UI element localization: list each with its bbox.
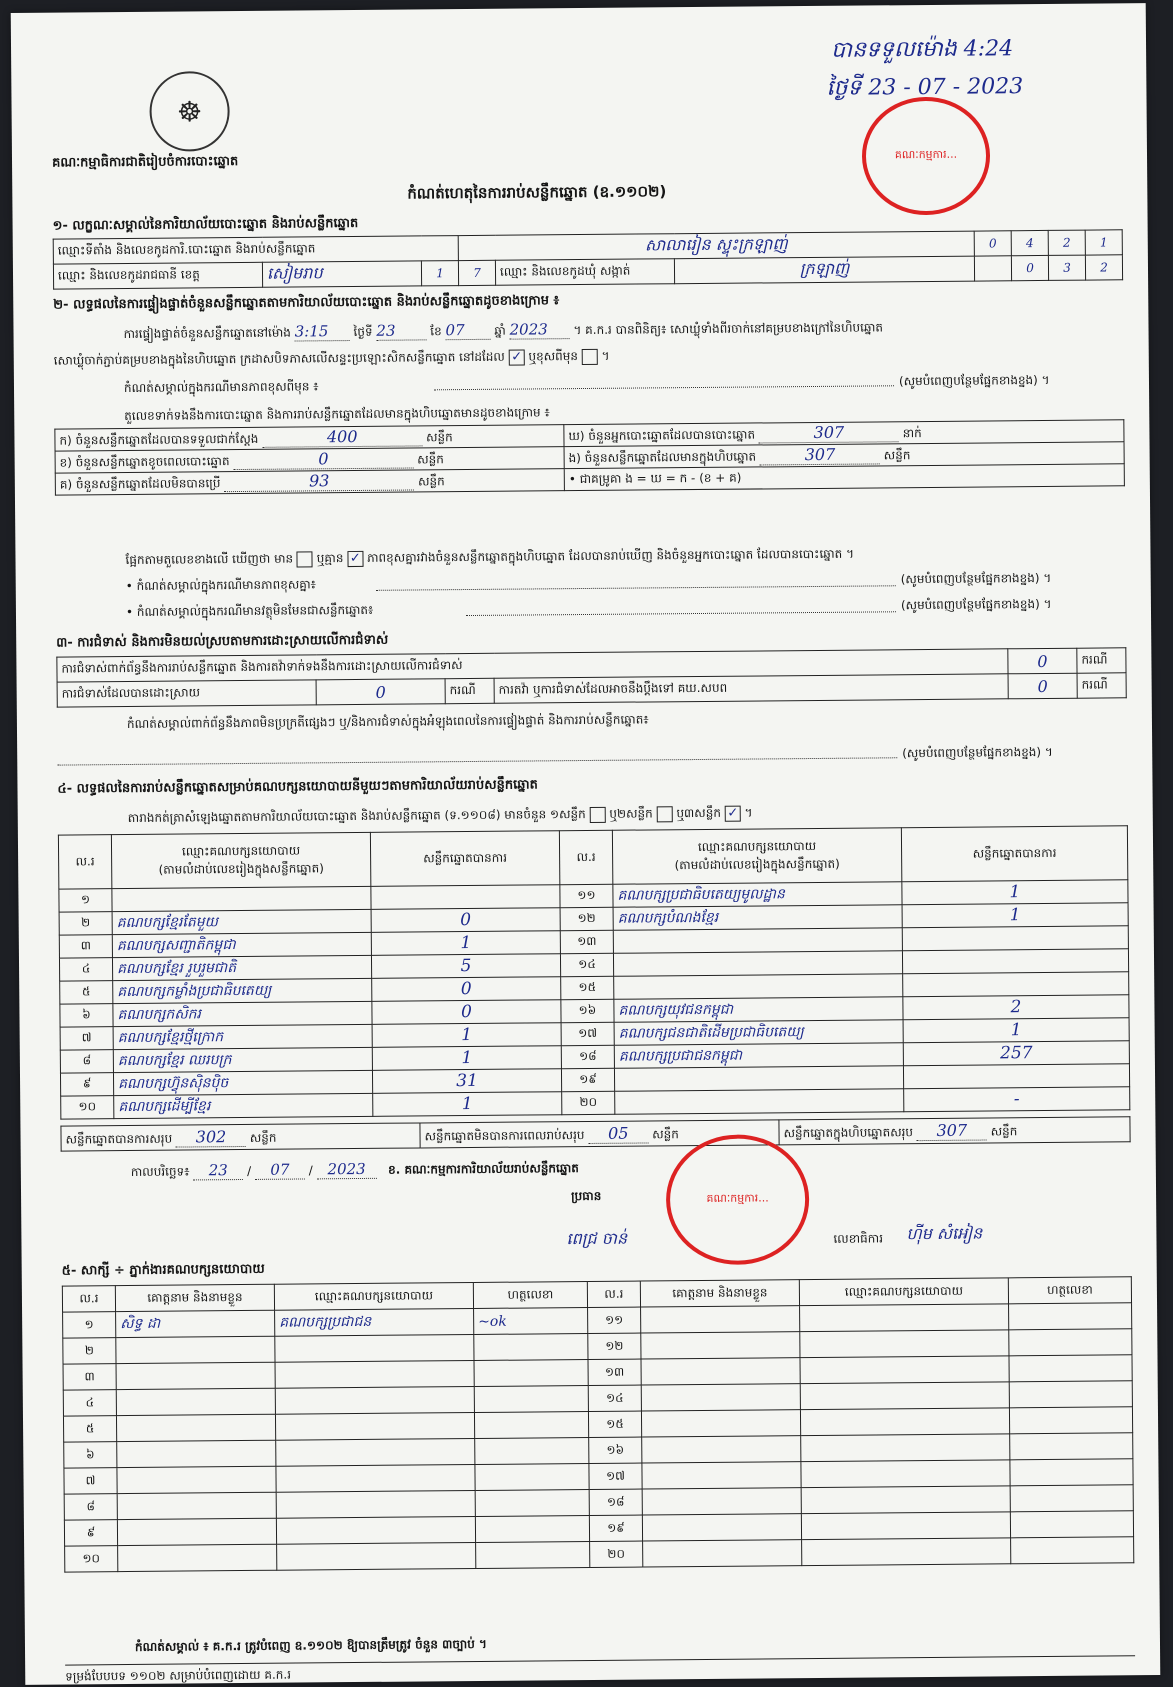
footer-text: ទម្រង់បែបបទ ១១០២ សម្រាប់បំពេញដោយ គ.ក.រ [65,1667,292,1684]
on-behalf-label: ខ. គណៈកម្មការការិយាល័យរាប់សន្លឹកឆ្នោត [387,1161,579,1177]
witness-signature[interactable] [1010,1433,1133,1460]
row-number: ៩ [60,1073,113,1096]
formula: • ជាគម្រូគា ង = ឃ = ក - (ខ + គ) [564,464,1124,491]
witness-name [118,1544,277,1571]
form-sheet [11,3,1161,1685]
row-number: ៧ [64,1468,117,1494]
section4-heading: ៤- លទ្ធផលនៃការរាប់សន្លឹកឆ្នោតសម្រាប់គណបក្សនយោបាយនីមួយៗតាមការិយាល័យរាប់សន្លឹកឆ្នោត [57,777,538,797]
crest-icon: ☸ [149,71,230,152]
witness-signature[interactable] [1009,1381,1132,1408]
vote-count: 0 [371,908,560,933]
party-name [112,886,371,911]
vote-totals-row [60,1116,1130,1151]
vote-count: 1 [372,1023,561,1048]
party-name [613,951,902,977]
verification-month: 07 [445,321,490,340]
witness-party [277,1542,476,1570]
witness-party[interactable] [800,1304,1009,1332]
secretary-name: ហ៊ីម សំអៀន [906,1223,983,1244]
case-unit: ករណី [1077,648,1126,673]
row-number: ១៣ [560,930,613,953]
foreign-object-line[interactable] [466,611,896,616]
witness-name[interactable] [641,1306,800,1333]
row-number: ២ [59,912,112,935]
section5-heading: ៥- សាក្សី ÷ ភ្នាក់ងារគណបក្សនយោបាយ [61,1261,265,1279]
section1-heading: ១- លក្ខណៈសម្គាល់នៃការិយាល័យបោះឆ្នោត និងរាប់សន្លឹកឆ្នោត [52,215,359,234]
para-text: ថ្ងៃទី [353,324,373,340]
row-number: ១៥ [588,1411,641,1437]
para-text: ផ្អែកតាមតួលេខខាងលើ ឃើញថា មាន [125,551,294,568]
para-text: ឆ្នាំ [494,323,506,338]
vote-count [902,926,1128,951]
row-number: ៧ [60,1027,113,1050]
party-name [615,1089,904,1115]
witness-name[interactable] [642,1488,801,1515]
para-text: ភាពខុសគ្នារវាងចំនួនសន្លឹកឆ្នោតក្នុងហិបឆ្នោត ដែលបានរាប់ឃើញ និងចំនួនអ្នកបោះឆ្នោត ដែលបានបោះឆ្នោត ។ [367,546,855,565]
witness-party [275,1412,474,1440]
commune-code-blank [974,256,1011,281]
witness-party[interactable] [801,1434,1010,1462]
appeal-value: 0 [1008,673,1077,699]
row-number: ៦ [60,1004,113,1027]
spoiled-label: ខ) ចំនួនសន្លឹកឆ្នោតខូចពេលបោះឆ្នោត [59,454,230,470]
vote-count: 1 [372,1046,561,1071]
tally-sheet-count-line [128,805,753,828]
vote-count: 31 [372,1069,561,1094]
party-name: គណបក្សខ្មែរតែមួយ [112,909,371,934]
official-seal [666,1134,810,1265]
row-number: ៨ [64,1494,117,1520]
station-code-digit: 1 [1085,230,1122,255]
witness-party[interactable] [801,1460,1010,1488]
vote-count: 1 [902,880,1128,905]
witness-party [276,1464,475,1492]
row-number: ១០ [61,1096,114,1119]
witness-name [116,1388,275,1415]
box-ballots-label: ង) ចំនួនសន្លឹកឆ្នោតដែលមានក្នុងហិបឆ្នោត [568,449,757,466]
difference-note-bullet: • កំណត់សម្គាល់ក្នុងករណីមានភាពខុសគ្នា៖ [125,577,316,594]
unused-label: គ) ចំនួនសន្លឹកឆ្នោតដែលមិនបានប្រើ [59,476,221,492]
ballot-figures-table [54,419,1125,495]
row-number: ១១ [588,1307,641,1333]
party-name: គណបក្សប្រជាជនកម្ពុជា [614,1043,903,1069]
secretary-label: លេខាធិការ [833,1231,884,1246]
unit: នាក់ [902,426,922,441]
unit: សន្លឹក [652,1126,679,1141]
row-number: ៩ [64,1520,117,1546]
total-box-cell [779,1117,1130,1145]
witness-name [117,1492,276,1519]
row-number: ៥ [63,1416,116,1442]
vote-count [902,949,1128,974]
col-party-title: ឈ្មោះគណបក្សនយោបាយ [697,838,817,854]
province-code-digit: 7 [458,260,495,285]
polling-station-table [53,229,1123,289]
date-month: 07 [255,1160,305,1179]
party-name [614,1066,903,1092]
seal-status-line [54,343,1124,370]
witness-party [275,1386,474,1414]
col-no: ល.រ [559,830,612,884]
row-number: ៨ [60,1050,113,1073]
vote-count: 1 [371,931,560,956]
row-number: ១៣ [588,1359,641,1385]
witness-signature [474,1333,588,1360]
witness-party[interactable] [800,1330,1009,1358]
witness-signature [476,1541,590,1568]
unused-ballots-row [55,469,564,495]
station-code-digit: 2 [1048,230,1085,255]
party-name: គណបក្សកម្លាំងប្រជាធិបតេយ្យ [113,978,372,1003]
witness-name [117,1518,276,1545]
province-label: ឈ្មោះ និងលេខកូដរាជធានី ខេត្ត [53,262,262,289]
row-number: ១៤ [588,1385,641,1411]
witness-signature [475,1463,589,1490]
row-number: ២ [63,1338,116,1364]
unit: សន្លឹក [883,448,911,463]
witness-signature[interactable] [1009,1355,1132,1382]
date-year: 2023 [317,1160,377,1180]
witness-signature[interactable] [1010,1511,1133,1538]
party-name: គណបក្សសញ្ជាតិកម្ពុជា [112,932,371,957]
total-valid-label: សន្លឹកឆ្នោតបានការសរុប [65,1131,173,1147]
party-name: គណបក្សប្រជាធិបតេយ្យមូលដ្ឋាន [613,882,902,908]
row-number: ៤ [59,958,112,981]
witness-party [276,1490,475,1518]
commune-code-digit: 2 [1085,255,1122,280]
col-sign: ហត្ថលេខា [473,1282,587,1309]
party-name: គណបក្សជនជាតិដើមប្រជាធិបតេយ្យ [614,1020,903,1046]
station-name-label: ឈ្មោះទីតាំង និងលេខកូដការិ.បោះឆ្នោត និងរាប់សន្លឹកឆ្នោត [53,236,458,265]
fill-hint: (សូមបំពេញបន្ថែមផ្នែកខាងខ្នង) ។ [900,596,1052,613]
commune-value: ក្រឡាញ់ [674,256,974,284]
witness-name[interactable] [642,1436,801,1463]
irregularity-line[interactable] [57,757,897,765]
footer-divider [65,1655,1135,1665]
voters-label: ឃ) ចំនួនអ្នកបោះឆ្នោតដែលបានបោះឆ្នោត [568,427,756,444]
unit: សន្លឹក [249,1130,277,1145]
witness-party: គណបក្សប្រជាជន [275,1308,474,1336]
col-party [111,832,370,888]
spoiled-value: 0 [233,448,413,470]
witness-name [116,1414,275,1441]
vote-count: 2 [903,995,1129,1020]
unused-value: 93 [224,470,414,492]
witness-name[interactable] [642,1514,801,1541]
witness-signature [474,1411,588,1438]
party-name [614,974,903,1000]
verification-year: 2023 [509,320,569,340]
province-code-digit: 1 [421,261,458,286]
witness-signature[interactable] [1009,1303,1132,1330]
committee-name: គណៈកម្មាធិការជាតិរៀបចំការបោះឆ្នោត [51,154,239,171]
party-name: គណបក្សដើម្បីខ្មែរ [114,1093,373,1118]
final-note: កំណត់សម្គាល់ ៖ គ.ក.រ ត្រូវបំពេញ ឧ.១១០២ ឱ្យបានត្រឹមត្រូវ ចំនួន ៣ច្បាប់ ។ [134,1636,487,1654]
col-name: គោត្តនាម និងនាមខ្លួន [115,1284,274,1311]
total-box-value: 307 [917,1120,987,1141]
chair-label: ប្រធាន [571,1188,602,1204]
total-valid-value: 302 [176,1126,246,1147]
commune-code-digit: 0 [1011,255,1048,280]
witness-name [116,1336,275,1363]
witness-signature [474,1385,588,1412]
party-name: គណបក្សខ្មែរ រួបរួមជាតិ [112,955,371,980]
witness-signature[interactable] [1010,1459,1133,1486]
row-number: ១៨ [589,1489,642,1515]
unit: សន្លឹក [417,452,444,467]
verification-time: 3:15 [295,322,350,341]
row-number: ១ [59,889,112,912]
row-number: ១៩ [589,1515,642,1541]
row-number: ១៦ [561,999,614,1022]
section3-heading: ៣- ការជំទាស់ និងការមិនយល់ស្របតាមការដោះស្រាយលើការជំទាស់ [56,632,389,651]
total-invalid-value: 05 [588,1123,648,1144]
vote-count [371,885,560,910]
vote-count: 0 [372,977,561,1002]
vote-count: 1 [902,903,1128,928]
seal-text: គណៈកម្មការ... [894,147,958,162]
changed-checkbox[interactable] [582,348,598,364]
chair-name: ពេជ្រ ចាន់ [566,1228,628,1249]
commune-label: ឈ្មោះ និងលេខកូដឃុំ សង្កាត់ [495,259,674,286]
row-number: ២០ [562,1091,615,1114]
row-number: ៦ [64,1442,117,1468]
row-number: ១៤ [560,953,613,976]
col-party: ឈ្មោះគណបក្សនយោបាយ [274,1282,473,1310]
col-name: គោត្តនាម និងនាមខ្លួន [640,1280,799,1307]
para-text: ។ គ.ក.រ បានពិនិត្យ៖ សោឃ្លុំទាំងពីរចាក់នៅគម្របខាងក្រៅនៃហិបឆ្នោត [573,320,884,338]
col-party-sub: (តាមលំដាប់លេខរៀងក្នុងសន្លឹកឆ្នោត) [158,860,324,877]
vote-count [903,972,1129,997]
witness-signature [475,1437,589,1464]
row-number: ១១ [560,884,613,907]
foreign-object-bullet: • កំណត់សម្គាល់ក្នុងករណីមានវត្ថុមិនមែនជាសន្លឹកឆ្នោត៖ [125,602,374,620]
para-text: ឬគ្មាន [316,551,344,566]
para-text: ឬ២សន្លឹក [609,806,653,821]
verification-day: 23 [376,321,426,340]
unit: សន្លឹក [990,1123,1018,1138]
witness-name [116,1362,275,1389]
witness-party [276,1438,475,1466]
station-code-digit: 0 [974,231,1011,256]
vote-count: 257 [903,1041,1129,1066]
same-checkbox[interactable]: ✓ [509,349,525,365]
section2-heading: ២- លទ្ធផលនៃការផ្ទៀងផ្ទាត់ចំនួនសន្លឹកឆ្នោតតាមការិយាល័យបោះឆ្នោត និងរាប់សន្លឹកឆ្នោតដូចខាងក្រោម ៖ [53,293,560,313]
witness-signature[interactable] [1009,1407,1132,1434]
row-number: ២០ [590,1541,643,1567]
station-name-value: សាលារៀន ស្ទុះក្រឡាញ់ [458,231,974,261]
verification-paragraph [123,315,1123,344]
para-text: ខែ [430,324,442,339]
witness-party [275,1334,474,1362]
one-sheet-checkbox[interactable] [590,806,606,822]
witness-party[interactable] [800,1356,1009,1384]
party-name: គណបក្សកសិករ [113,1001,372,1026]
seal-text: គណៈកម្មការ... [706,1191,769,1205]
col-no: ល.រ [62,1286,115,1312]
col-party-title: ឈ្មោះគណបក្សនយោបាយ [181,842,301,859]
para-text: សោឃ្លុំចាក់ភ្ជាប់គម្របខាងក្នុងនៃហិបឆ្នោត ក្រដាសបិទភាសលើសន្ទះប្រឡោះសិកសន្លឹកឆ្នោត នៅដដែល [53,349,505,368]
vote-count: 0 [372,1000,561,1025]
para-text: ឬខុសពីមុន [528,349,579,364]
total-valid-cell [61,1123,420,1151]
vote-count: 1 [373,1092,562,1117]
vote-count: - [904,1087,1130,1112]
complaints-value: 0 [1008,648,1077,674]
party-name: គណបក្សខ្មែរ ឈរបក្រ [113,1047,372,1072]
row-number: ១៥ [561,976,614,999]
resolved-value: 0 [316,679,445,705]
date-line: កាលបរិច្ឆេទ៖ 23 / 07 / 2023 ខ. គណៈកម្មការការិយាល័យរាប់សន្លឹកឆ្នោត [130,1159,579,1180]
received-value: 400 [262,426,422,447]
unit: សន្លឹក [425,430,453,445]
row-number: ១ [63,1312,116,1338]
difference-note-line[interactable] [434,385,894,390]
vote-count: 1 [903,1018,1129,1043]
witness-party[interactable] [801,1486,1010,1514]
fill-hint: (សូមបំពេញបន្ថែមផ្នែកខាងខ្នង) ។ [902,744,1053,761]
date-label: កាលបរិច្ឆេទ៖ [130,1164,190,1179]
witness-name[interactable] [641,1384,800,1411]
fill-hint: (សូមបំពេញបន្ថែមផ្នែកខាងខ្នង) ។ [900,570,1052,587]
witness-signature [475,1489,589,1516]
witness-name[interactable] [641,1358,800,1385]
witness-signature[interactable] [1009,1329,1132,1356]
col-votes: សន្លឹកឆ្នោតបានការ [901,826,1127,882]
para-text: ការផ្ទៀងផ្ទាត់ចំនួនសន្លឹកឆ្នោតនៅម៉ោង [123,325,291,342]
party-name: គណបក្សបំណងខ្មែរ [613,905,902,931]
resolved-label: ការជំទាស់ដែលបានដោះស្រាយ [57,680,316,707]
no-difference-checkbox[interactable]: ✓ [347,550,363,566]
three-sheet-checkbox[interactable]: ✓ [725,805,741,821]
witness-name[interactable] [643,1540,802,1567]
para-text: ។ [601,348,610,363]
difference-note-line[interactable] [376,585,896,591]
has-difference-checkbox[interactable] [297,551,313,567]
two-sheet-checkbox[interactable] [657,806,673,822]
col-votes: សន្លឹកឆ្នោតបានការ [370,831,559,887]
vote-count [903,1064,1129,1089]
station-code-digit: 4 [1011,230,1048,255]
row-number: ១២ [588,1333,641,1359]
witness-signature: ~ok [474,1307,588,1334]
witness-signature [474,1359,588,1386]
row-number: ៣ [63,1364,116,1390]
row-number: ១៨ [561,1045,614,1068]
case-unit: ករណី [445,678,494,703]
row-number: ១៦ [589,1437,642,1463]
appeal-label: ការតវ៉ា ឬការជំទាស់ដែលអាចនឹងប្តឹងទៅ គឃ.សបព [494,674,1008,703]
witness-name [117,1440,276,1467]
date-day: 23 [193,1161,243,1180]
para-text: ឬ៣សន្លឹក [676,805,721,821]
col-party: ឈ្មោះគណបក្សនយោបាយ [799,1278,1008,1306]
total-invalid-label: សន្លឹកឆ្នោតមិនបានការពេលរាប់សរុប [424,1127,585,1143]
witness-table [62,1276,1134,1572]
witness-name: សិទ្ធ ដា [116,1310,275,1337]
col-party-sub: (តាមលំដាប់លេខរៀងក្នុងសន្លឹកឆ្នោត) [674,856,840,872]
province-value: សៀមរាប [262,261,421,287]
row-number: ៣ [59,935,112,958]
vote-count: 5 [371,954,560,979]
voters-value: 307 [759,422,899,443]
received-label: ក) ចំនួនសន្លឹកឆ្នោតដែលបានទទួលជាក់ស្តែង [59,431,259,448]
commune-code-digit: 3 [1048,255,1085,280]
case-unit: ករណី [1077,673,1126,698]
figures-intro: តួលេខទាក់ទងនឹងការបោះឆ្នោត និងការរាប់សន្លឹកឆ្នោតដែលមានក្នុងហិបឆ្នោតមានដូចខាងក្រោម ៖ [124,405,550,424]
irregularity-note: កំណត់សម្គាល់ពាក់ព័ន្ធនឹងភាពមិនប្រក្រតីផ្សេងៗ ឬ/និងការជំទាស់ក្នុងអំឡុងពេលនៃការផ្ទៀងផ្ទាត់ និងការរាប់សន្លឹកឆ្នោត៖ [126,712,649,731]
receipt-note-date: ថ្ងៃទី 23 - 07 - 2023 [826,74,1024,101]
complaints-label: ការជំទាស់ពាក់ព័ន្ធនឹងការរាប់សន្លឹកឆ្នោត និងការតវ៉ាទាក់ទងនឹងការដោះស្រាយលើការជំទាស់ [57,649,1008,682]
witness-signature[interactable] [1011,1537,1134,1564]
witness-name[interactable] [641,1332,800,1359]
row-number: ១៧ [561,1022,614,1045]
row-number: ១២ [560,907,613,930]
receipt-note-time: បាន​ទទួល​ម៉ោង 4:24 [830,36,1014,63]
witness-name [117,1466,276,1493]
unit: សន្លឹក [418,474,445,489]
row-number: ៤ [63,1390,116,1416]
official-seal [861,96,990,215]
witness-party[interactable] [800,1408,1009,1436]
row-number: ១៩ [561,1068,614,1091]
row-number: ៥ [60,981,113,1004]
witness-name[interactable] [641,1410,800,1437]
discrepancy-line [125,543,1125,570]
row-number: ១០ [65,1546,118,1572]
witness-party [276,1516,475,1544]
witness-party[interactable] [800,1382,1009,1410]
party-name: គណបក្សខ្មែរថ្មីក្រោក [113,1024,372,1049]
difference-note-label: កំណត់សម្គាល់ក្នុងករណីមានភាពខុសពីមុន ៖ [123,379,319,396]
col-no: ល.រ [587,1281,640,1307]
witness-party[interactable] [801,1512,1010,1540]
party-votes-table [58,825,1130,1119]
party-name: គណបក្សហ៊្វុនស៊ិនប៉ិច [113,1070,372,1095]
witness-signature [475,1515,589,1542]
col-sign: ហត្ថលេខា [1008,1277,1131,1304]
witness-party[interactable] [802,1538,1011,1566]
party-name [613,928,902,954]
col-party [612,828,901,885]
col-no: ល.រ [58,835,111,889]
witness-party [275,1360,474,1388]
para-text: ។ [744,805,753,820]
party-name: គណបក្សយុវជនកម្ពុជា [614,997,903,1023]
witness-signature[interactable] [1010,1485,1133,1512]
total-box-label: សន្លឹកឆ្នោតក្នុងហិបឆ្នោតសរុប [783,1124,914,1140]
complaints-table [56,647,1126,707]
fill-hint: (សូមបំពេញបន្ថែមផ្នែកខាងខ្នង) ។ [898,372,1050,389]
box-ballots-value: 307 [760,444,880,465]
form-title: កំណត់ហេតុនៃការរាប់សន្លឹកឆ្នោត (ឧ.១១០២) [407,182,667,203]
row-number: ១៧ [589,1463,642,1489]
witness-name[interactable] [642,1462,801,1489]
para-text: តារាងកត់ត្រាសំឡេងឆ្នោតតាមការិយាល័យបោះឆ្នោត និងរាប់សន្លឹកឆ្នោត (ទ.១១០៨) មានចំនួន ១សន្លឹក [127,806,586,825]
